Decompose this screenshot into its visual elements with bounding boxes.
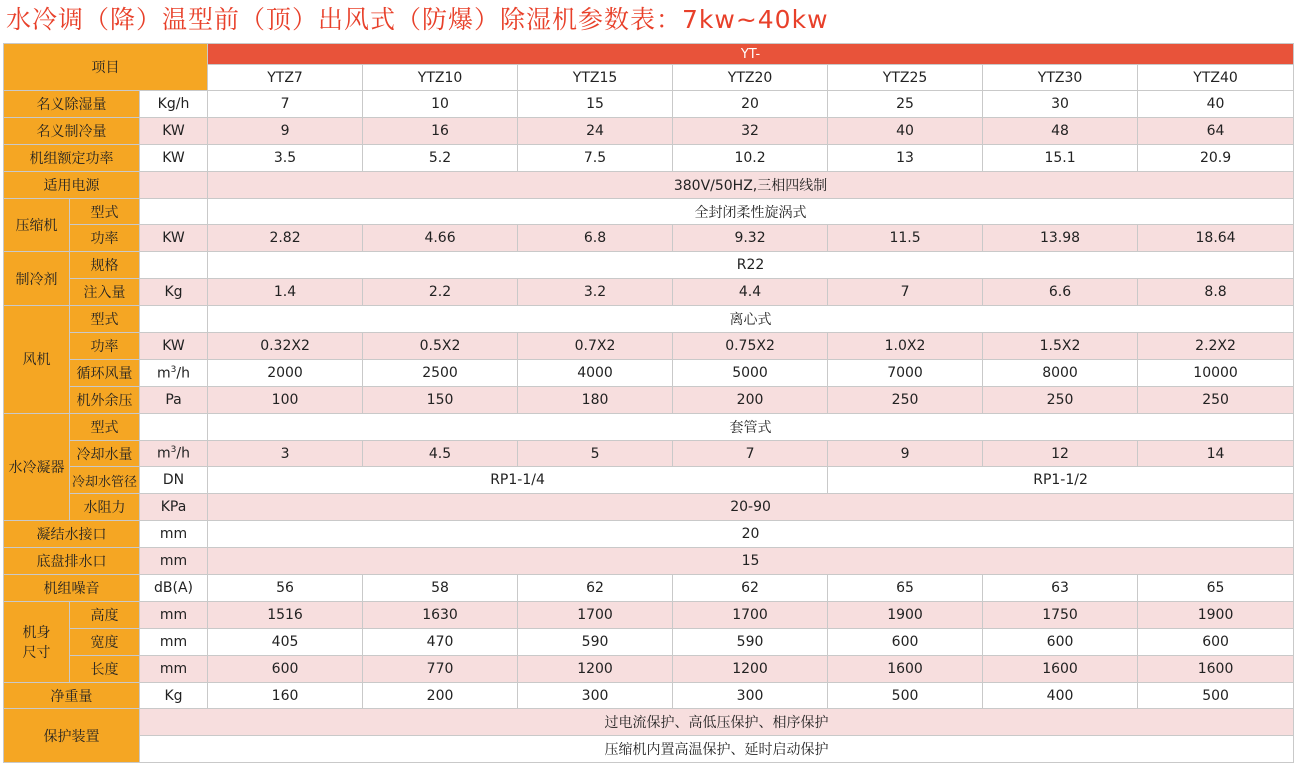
page-title: 水冷调（降）温型前（顶）出风式（防爆）除湿机参数表：7kw~40kw bbox=[6, 5, 829, 34]
cell-value: 56 bbox=[208, 575, 363, 602]
row-label: 注入量 bbox=[70, 279, 140, 306]
group-label: 制冷剂 bbox=[4, 252, 70, 306]
cell-value: 18.64 bbox=[1138, 225, 1294, 252]
unit-base: m bbox=[157, 445, 171, 462]
cell-value: 5000 bbox=[673, 359, 828, 386]
cell-value: 6.8 bbox=[518, 225, 673, 252]
row-unit bbox=[140, 306, 208, 333]
cell-value: 5.2 bbox=[363, 144, 518, 171]
row-label: 型式 bbox=[70, 198, 140, 225]
cell-value: 1.0X2 bbox=[828, 333, 983, 360]
unit-tail: /h bbox=[176, 365, 190, 382]
cell-value: 1.4 bbox=[208, 279, 363, 306]
row-unit: Kg bbox=[140, 279, 208, 306]
cell-value: 1.5X2 bbox=[983, 333, 1138, 360]
header-series: YT- bbox=[208, 44, 1294, 65]
cell-value: 3 bbox=[208, 440, 363, 467]
row-label: 型式 bbox=[70, 306, 140, 333]
row-label: 冷却水管径 bbox=[70, 467, 140, 494]
cell-value: 2.2X2 bbox=[1138, 333, 1294, 360]
cell-value-merged: RP1-1/2 bbox=[828, 467, 1294, 494]
cell-value: 1700 bbox=[518, 601, 673, 628]
cell-value-merged: 过电流保护、高低压保护、相序保护 bbox=[140, 709, 1294, 736]
cell-value: 590 bbox=[518, 628, 673, 655]
row-label: 名义除湿量 bbox=[4, 91, 140, 118]
cell-value: 16 bbox=[363, 117, 518, 144]
row-label: 机组额定功率 bbox=[4, 144, 140, 171]
cell-value: 40 bbox=[1138, 91, 1294, 118]
cell-value: 24 bbox=[518, 117, 673, 144]
row-label: 净重量 bbox=[4, 682, 140, 709]
row-condenser-water bbox=[4, 440, 1294, 467]
cell-value: 600 bbox=[1138, 628, 1294, 655]
cell-value: 4.66 bbox=[363, 225, 518, 252]
cell-value: 180 bbox=[518, 386, 673, 413]
cell-value: 8000 bbox=[983, 359, 1138, 386]
row-label: 水阻力 bbox=[70, 494, 140, 521]
cell-value-merged: 离心式 bbox=[208, 306, 1294, 333]
row-weight bbox=[4, 682, 1294, 709]
row-compressor-power bbox=[4, 225, 1294, 252]
row-compressor-type bbox=[4, 198, 1294, 225]
cell-value: 600 bbox=[983, 628, 1138, 655]
cell-value: 20.9 bbox=[1138, 144, 1294, 171]
cell-value: 9 bbox=[828, 440, 983, 467]
cell-value: 470 bbox=[363, 628, 518, 655]
cell-value: 63 bbox=[983, 575, 1138, 602]
cell-value-merged: 20-90 bbox=[208, 494, 1294, 521]
group-label bbox=[4, 601, 70, 682]
row-label: 冷却水量 bbox=[70, 440, 140, 467]
row-unit bbox=[140, 198, 208, 225]
row-unit bbox=[140, 171, 208, 198]
cell-value: 1200 bbox=[673, 655, 828, 682]
cell-value-merged: 压缩机内置高温保护、延时启动保护 bbox=[140, 736, 1294, 763]
cell-value: 7.5 bbox=[518, 144, 673, 171]
cell-value: 13 bbox=[828, 144, 983, 171]
cell-value-merged: 380V/50HZ,三相四线制 bbox=[208, 171, 1294, 198]
cell-value: 500 bbox=[1138, 682, 1294, 709]
cell-value: 200 bbox=[363, 682, 518, 709]
cell-value: 1900 bbox=[1138, 601, 1294, 628]
cell-value: 1600 bbox=[1138, 655, 1294, 682]
cell-value: 200 bbox=[673, 386, 828, 413]
row-unit: mm bbox=[140, 655, 208, 682]
cell-value: 0.32X2 bbox=[208, 333, 363, 360]
cell-value: 250 bbox=[1138, 386, 1294, 413]
row-unit bbox=[140, 252, 208, 279]
model-name: YTZ25 bbox=[828, 65, 983, 91]
cell-value: 5 bbox=[518, 440, 673, 467]
row-unit bbox=[140, 359, 208, 386]
row-label: 功率 bbox=[70, 333, 140, 360]
cell-value: 65 bbox=[828, 575, 983, 602]
cell-value: 1600 bbox=[983, 655, 1138, 682]
cell-value: 250 bbox=[828, 386, 983, 413]
cell-value: 3.2 bbox=[518, 279, 673, 306]
row-dehum bbox=[4, 91, 1294, 118]
cell-value: 150 bbox=[363, 386, 518, 413]
cell-value: 4000 bbox=[518, 359, 673, 386]
group-label: 风机 bbox=[4, 306, 70, 414]
cell-value: 9 bbox=[208, 117, 363, 144]
row-label: 凝结水接口 bbox=[4, 521, 140, 548]
model-name: YTZ30 bbox=[983, 65, 1138, 91]
cell-value: 30 bbox=[983, 91, 1138, 118]
row-unit bbox=[140, 440, 208, 467]
cell-value: 11.5 bbox=[828, 225, 983, 252]
unit-tail: /h bbox=[176, 445, 190, 462]
cell-value: 64 bbox=[1138, 117, 1294, 144]
cell-value: 3.5 bbox=[208, 144, 363, 171]
cell-value: 300 bbox=[673, 682, 828, 709]
cell-value: 250 bbox=[983, 386, 1138, 413]
cell-value-merged: RP1-1/4 bbox=[208, 467, 828, 494]
cell-value-merged: 全封闭柔性旋涡式 bbox=[208, 198, 1294, 225]
cell-value: 600 bbox=[208, 655, 363, 682]
row-label: 宽度 bbox=[70, 628, 140, 655]
cell-value: 25 bbox=[828, 91, 983, 118]
cell-value: 600 bbox=[828, 628, 983, 655]
model-name: YTZ10 bbox=[363, 65, 518, 91]
cell-value: 15 bbox=[518, 91, 673, 118]
cell-value: 0.5X2 bbox=[363, 333, 518, 360]
row-protection-2 bbox=[4, 736, 1294, 763]
row-unit: Kg/h bbox=[140, 91, 208, 118]
cell-value: 0.75X2 bbox=[673, 333, 828, 360]
model-name: YTZ40 bbox=[1138, 65, 1294, 91]
row-size-height bbox=[4, 601, 1294, 628]
cell-value: 9.32 bbox=[673, 225, 828, 252]
row-power bbox=[4, 144, 1294, 171]
cell-value: 1700 bbox=[673, 601, 828, 628]
row-label: 机外余压 bbox=[70, 386, 140, 413]
cell-value: 7 bbox=[208, 91, 363, 118]
cell-value: 58 bbox=[363, 575, 518, 602]
model-name: YTZ7 bbox=[208, 65, 363, 91]
cell-value-merged: 20 bbox=[208, 521, 1294, 548]
group-label-line: 尺寸 bbox=[22, 644, 51, 661]
cell-value: 8.8 bbox=[1138, 279, 1294, 306]
cell-value: 62 bbox=[518, 575, 673, 602]
cell-value: 6.6 bbox=[983, 279, 1138, 306]
cell-value-merged: 15 bbox=[208, 548, 1294, 575]
row-unit: mm bbox=[140, 601, 208, 628]
row-label: 底盘排水口 bbox=[4, 548, 140, 575]
cell-value: 1900 bbox=[828, 601, 983, 628]
cell-value: 20 bbox=[673, 91, 828, 118]
cell-value: 400 bbox=[983, 682, 1138, 709]
row-label: 循环风量 bbox=[70, 359, 140, 386]
row-label: 规格 bbox=[70, 252, 140, 279]
row-unit: Pa bbox=[140, 386, 208, 413]
row-protection-1 bbox=[4, 709, 1294, 736]
cell-value: 100 bbox=[208, 386, 363, 413]
row-condenser-pipe bbox=[4, 467, 1294, 494]
row-supply bbox=[4, 171, 1294, 198]
cell-value: 1630 bbox=[363, 601, 518, 628]
unit-superscript: 3 bbox=[170, 445, 177, 456]
cell-value: 590 bbox=[673, 628, 828, 655]
row-label: 保护装置 bbox=[4, 709, 140, 763]
cell-value: 62 bbox=[673, 575, 828, 602]
cell-value: 10 bbox=[363, 91, 518, 118]
row-unit: DN bbox=[140, 467, 208, 494]
row-unit: dB(A) bbox=[140, 575, 208, 602]
cell-value: 12 bbox=[983, 440, 1138, 467]
cell-value: 40 bbox=[828, 117, 983, 144]
row-label: 机组噪音 bbox=[4, 575, 140, 602]
cell-value: 2.82 bbox=[208, 225, 363, 252]
row-drain-base bbox=[4, 548, 1294, 575]
cell-value: 65 bbox=[1138, 575, 1294, 602]
cell-value: 2.2 bbox=[363, 279, 518, 306]
row-label: 长度 bbox=[70, 655, 140, 682]
cell-value: 14 bbox=[1138, 440, 1294, 467]
model-name: YTZ15 bbox=[518, 65, 673, 91]
cell-value: 10.2 bbox=[673, 144, 828, 171]
cell-value: 7000 bbox=[828, 359, 983, 386]
header-item: 项目 bbox=[4, 44, 208, 91]
row-unit: mm bbox=[140, 521, 208, 548]
cell-value: 160 bbox=[208, 682, 363, 709]
row-unit: KW bbox=[140, 333, 208, 360]
cell-value: 2500 bbox=[363, 359, 518, 386]
row-unit: mm bbox=[140, 628, 208, 655]
row-fan-type bbox=[4, 306, 1294, 333]
cell-value: 4.4 bbox=[673, 279, 828, 306]
row-refrigerant-charge bbox=[4, 279, 1294, 306]
cell-value: 1600 bbox=[828, 655, 983, 682]
cell-value-merged: 套管式 bbox=[208, 413, 1294, 440]
row-label: 型式 bbox=[70, 413, 140, 440]
row-label: 名义制冷量 bbox=[4, 117, 140, 144]
row-condenser-resistance bbox=[4, 494, 1294, 521]
cell-value: 1200 bbox=[518, 655, 673, 682]
unit-base: m bbox=[157, 365, 171, 382]
unit-superscript: 3 bbox=[170, 364, 177, 375]
group-label-line: 机身 bbox=[22, 624, 51, 641]
cell-value: 300 bbox=[518, 682, 673, 709]
cell-value: 48 bbox=[983, 117, 1138, 144]
row-label: 适用电源 bbox=[4, 171, 140, 198]
group-label: 水冷凝器 bbox=[4, 413, 70, 521]
row-unit: KPa bbox=[140, 494, 208, 521]
cell-value: 13.98 bbox=[983, 225, 1138, 252]
row-unit: KW bbox=[140, 225, 208, 252]
row-unit: KW bbox=[140, 144, 208, 171]
cell-value: 2000 bbox=[208, 359, 363, 386]
cell-value: 15.1 bbox=[983, 144, 1138, 171]
cell-value: 32 bbox=[673, 117, 828, 144]
row-size-width bbox=[4, 628, 1294, 655]
row-unit: Kg bbox=[140, 682, 208, 709]
cell-value: 4.5 bbox=[363, 440, 518, 467]
row-unit: KW bbox=[140, 117, 208, 144]
row-cooling bbox=[4, 117, 1294, 144]
row-fan-power bbox=[4, 333, 1294, 360]
row-drain-conn bbox=[4, 521, 1294, 548]
row-unit: mm bbox=[140, 548, 208, 575]
cell-value: 1750 bbox=[983, 601, 1138, 628]
row-refrigerant-spec bbox=[4, 252, 1294, 279]
cell-value: 7 bbox=[673, 440, 828, 467]
group-label: 压缩机 bbox=[4, 198, 70, 252]
cell-value: 405 bbox=[208, 628, 363, 655]
cell-value-merged: R22 bbox=[208, 252, 1294, 279]
row-fan-airflow bbox=[4, 359, 1294, 386]
row-label: 功率 bbox=[70, 225, 140, 252]
row-noise bbox=[4, 575, 1294, 602]
row-condenser-type bbox=[4, 413, 1294, 440]
cell-value: 500 bbox=[828, 682, 983, 709]
row-fan-pressure bbox=[4, 386, 1294, 413]
row-unit bbox=[140, 413, 208, 440]
cell-value: 1516 bbox=[208, 601, 363, 628]
cell-value: 10000 bbox=[1138, 359, 1294, 386]
cell-value: 770 bbox=[363, 655, 518, 682]
cell-value: 7 bbox=[828, 279, 983, 306]
spec-table bbox=[3, 43, 1294, 763]
row-label: 高度 bbox=[70, 601, 140, 628]
row-size-length bbox=[4, 655, 1294, 682]
model-name: YTZ20 bbox=[673, 65, 828, 91]
cell-value: 0.7X2 bbox=[518, 333, 673, 360]
